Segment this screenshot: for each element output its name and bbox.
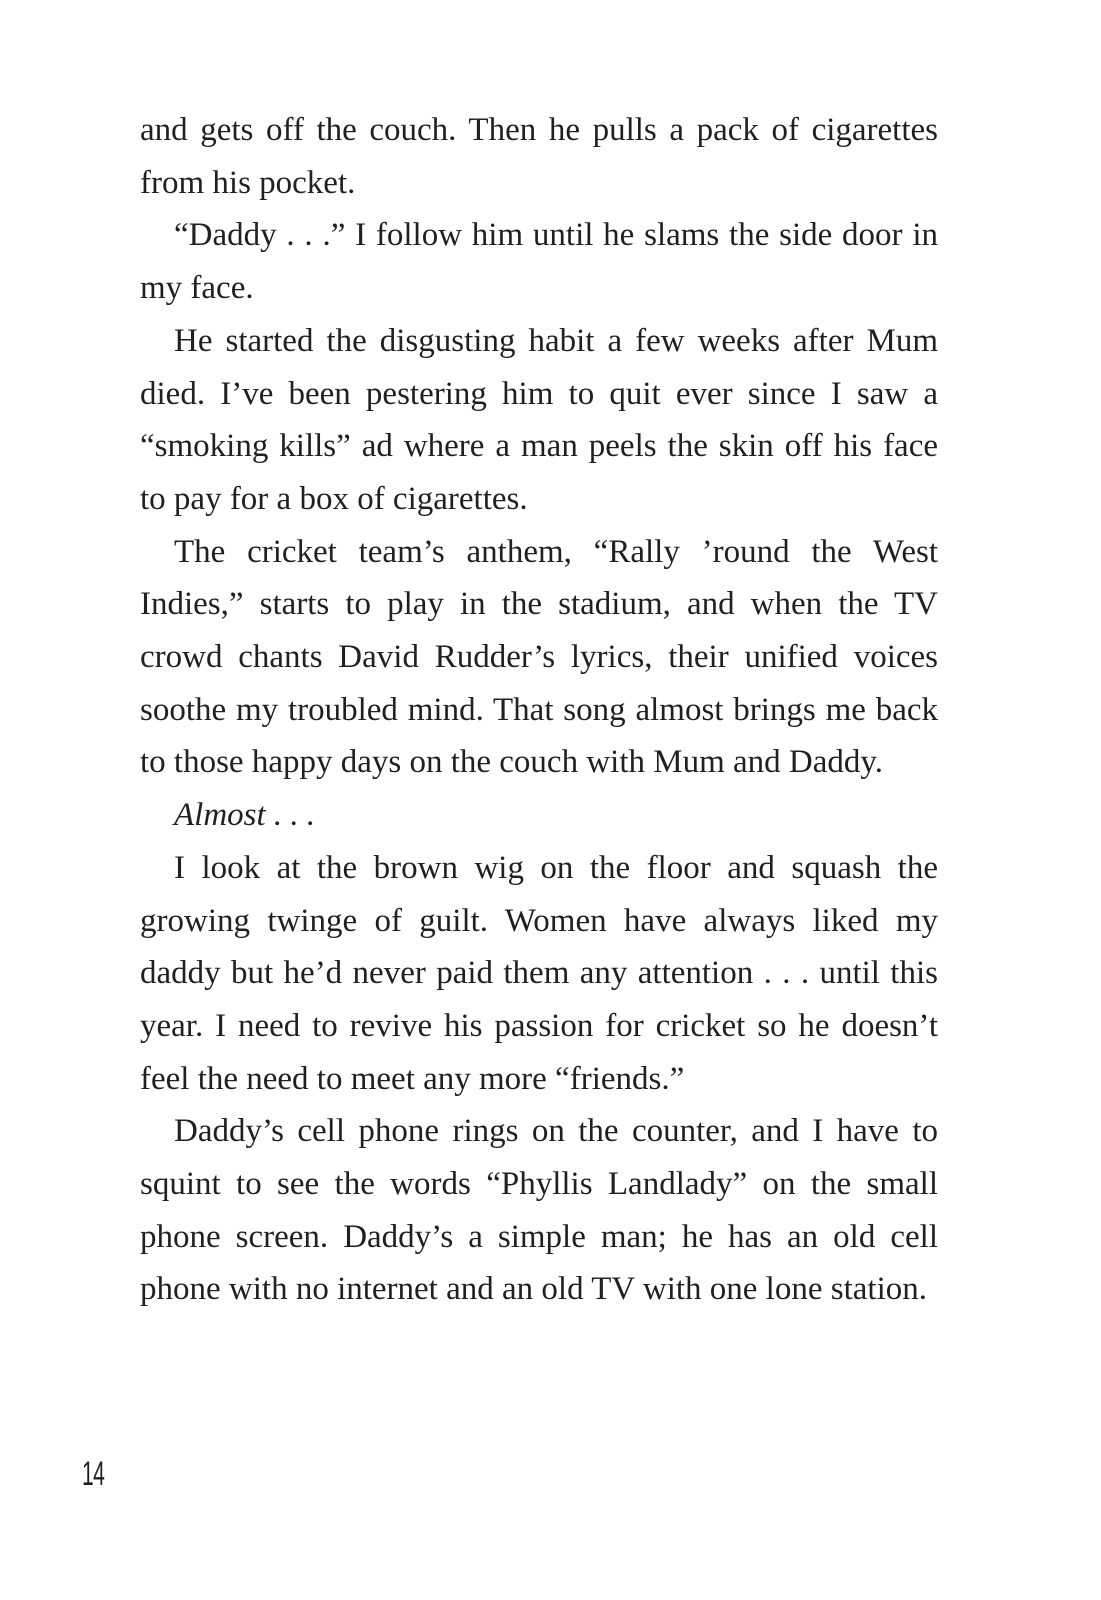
body-text: [140, 104, 938, 1316]
paragraph-brown-wig: I look at the brown wig on the floor and squash the growing twinge of guilt. Women have always liked my daddy but he’d never paid them any attention . . . until this year. I need to revive his passion for cricket so he doesn’t feel the need to meet any more “friends.”: [140, 849, 938, 1097]
paragraph-daddy-dialogue: “Daddy . . .” I follow him until he slams the side door in my face.: [140, 217, 938, 307]
paragraph-continuation: and gets off the couch. Then he pulls a pack of cigarettes from his pocket.: [140, 112, 938, 201]
page-number: 14: [82, 1455, 105, 1493]
paragraph-cell-phone: Daddy’s cell phone rings on the counter, and I have to squint to see the words “Phyllis Landlady” on the small phone screen. Daddy’s a simple man; he has an old cell phone with no internet and an old TV with one lone station.: [140, 1113, 938, 1308]
paragraph-cricket-anthem: The cricket team’s anthem, “Rally ’round the West Indies,” starts to play in the stadium, and when the TV crowd chants David Rudder’s lyrics, their unified voices soothe my troubled mind. That song almost brings me back to those happy days on the couch with Mum and Daddy.: [140, 533, 938, 781]
paragraph-almost: Almost . . .: [174, 797, 316, 834]
paragraph-smoking-habit: He started the disgusting habit a few weeks after Mum died. I’ve been pestering him to quit ever since I saw a “smoking kills” ad where a man peels the skin off his face to pay for a box of cigarettes.: [140, 322, 938, 517]
